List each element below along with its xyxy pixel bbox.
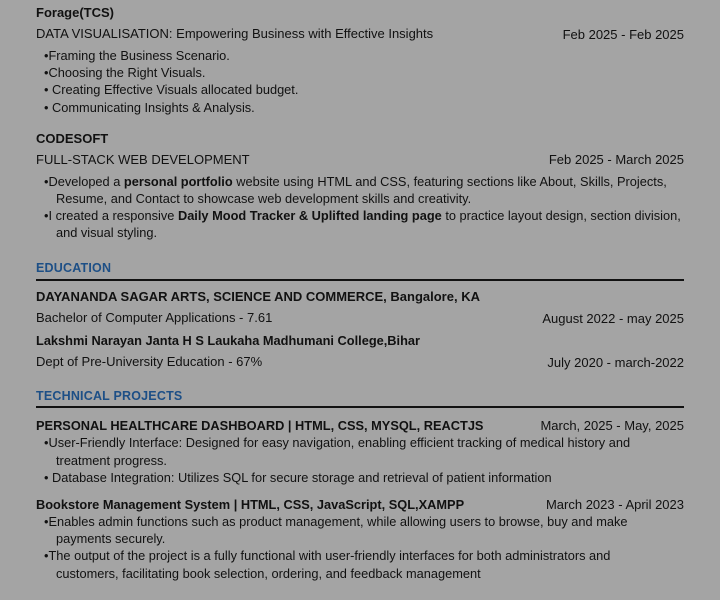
education-divider — [36, 279, 684, 281]
bullet-codesoft-2-cont: and visual styling. — [56, 225, 158, 240]
bullet-forage-1: •Framing the Business Scenario. — [44, 48, 230, 63]
bullet-codesoft-1-post: website using HTML and CSS, featuring sections like About, Skills, Projects, — [232, 174, 667, 189]
date-forage: Feb 2025 - Feb 2025 — [562, 27, 684, 42]
bullet-codesoft-1-cont: Resume, and Contact to showcase web development skills and creativity. — [56, 191, 472, 206]
project-healthcare-title: PERSONAL HEALTHCARE DASHBOARD | HTML, CSS, MYSQL, REACTJS — [36, 418, 484, 433]
degree-pu: Dept of Pre-University Education - 67% — [36, 354, 263, 369]
projects-heading: TECHNICAL PROJECTS — [36, 389, 183, 403]
role-fullstack: FULL-STACK WEB DEVELOPMENT — [36, 152, 250, 167]
bullet-codesoft-1-bold: personal portfolio — [123, 174, 233, 189]
project-bookstore-bullet-1-cont: payments securely. — [56, 531, 166, 546]
role-data-visualisation: DATA VISUALISATION: Empowering Business with Effective Insights — [36, 26, 434, 41]
bullet-codesoft-2 — [44, 207, 681, 224]
school-lakshmi: Lakshmi Narayan Janta H S Laukaha Madhumani College,Bihar — [36, 333, 421, 348]
project-healthcare-date: March, 2025 - May, 2025 — [540, 418, 684, 433]
date-codesoft: Feb 2025 - March 2025 — [548, 152, 684, 167]
project-bookstore-bullet-2-cont: customers, facilitating book selection, ordering, and feedback management — [56, 566, 481, 581]
bullet-codesoft-2-bold: Daily Mood Tracker & Uplifted landing page — [177, 208, 442, 223]
bullet-forage-3: • Creating Effective Visuals allocated budget. — [44, 82, 299, 97]
project-bookstore-date: March 2023 - April 2023 — [545, 497, 684, 512]
bullet-codesoft-1-pre: •Developed a — [44, 174, 124, 189]
projects-divider — [36, 406, 684, 408]
bullet-codesoft-2-pre: •I created a responsive — [44, 208, 178, 223]
bullet-forage-2: •Choosing the Right Visuals. — [44, 65, 206, 80]
org-codesoft: CODESOFT — [36, 131, 109, 146]
project-healthcare-bullet-2: • Database Integration: Utilizes SQL for secure storage and retrieval of patient information — [44, 470, 552, 485]
org-forage: Forage(TCS) — [36, 5, 114, 20]
degree-bca: Bachelor of Computer Applications - 7.61 — [36, 310, 273, 325]
bullet-codesoft-1 — [44, 173, 667, 190]
project-bookstore-bullet-1: •Enables admin functions such as product management, while allowing users to browse, buy and make — [44, 514, 628, 529]
project-healthcare-bullet-1: •User-Friendly Interface: Designed for easy navigation, enabling efficient tracking of medical history and — [44, 435, 631, 450]
date-bca: August 2022 - may 2025 — [542, 311, 684, 326]
education-heading: EDUCATION — [36, 261, 112, 275]
bullet-codesoft-2-post: to practice layout design, section division, — [441, 208, 681, 223]
project-bookstore-bullet-2: •The output of the project is a fully functional with user-friendly interfaces for both administrators and — [44, 548, 611, 563]
bullet-forage-4: • Communicating Insights & Analysis. — [44, 100, 255, 115]
date-pu: July 2020 - march-2022 — [547, 355, 684, 370]
project-bookstore-title: Bookstore Management System | HTML, CSS, JavaScript, SQL,XAMPP — [36, 497, 465, 512]
school-dayananda: DAYANANDA SAGAR ARTS, SCIENCE AND COMMERCE, Bangalore, KA — [36, 289, 480, 304]
project-healthcare-bullet-1-cont: treatment progress. — [56, 453, 167, 468]
